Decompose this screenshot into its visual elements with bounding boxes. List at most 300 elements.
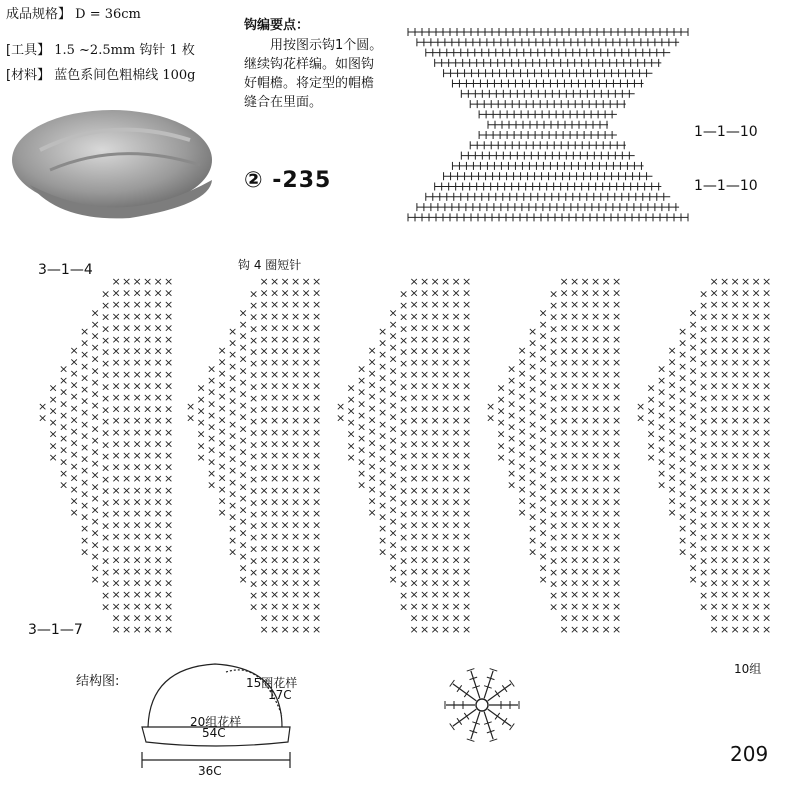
sc-stitch: × xyxy=(591,379,601,393)
sc-stitch: × xyxy=(751,483,761,497)
sc-stitch: × xyxy=(430,298,440,312)
sc-stitch: × xyxy=(132,402,142,416)
sc-stitch: × xyxy=(441,553,451,567)
sc-stitch: × xyxy=(409,275,419,288)
sc-stitch: × xyxy=(591,309,601,323)
sc-stitch: × xyxy=(409,333,419,346)
sc-stitch: × xyxy=(559,356,569,370)
sc-stitch: × xyxy=(399,449,409,463)
sc-stitch: × xyxy=(517,378,527,392)
sc-stitch: × xyxy=(378,464,388,478)
sc-stitch: × xyxy=(164,391,174,404)
sc-stitch: × xyxy=(291,367,301,381)
sc-stitch: × xyxy=(709,309,719,323)
sc-stitch: × xyxy=(580,309,590,323)
sc-stitch: × xyxy=(612,576,622,590)
sc-stitch: × xyxy=(280,321,290,335)
sc-stitch: × xyxy=(153,275,163,288)
sc-stitch: × xyxy=(709,483,719,497)
sc-stitch: × xyxy=(528,510,538,524)
sc-stitch: × xyxy=(80,325,90,338)
sc-stitch: × xyxy=(301,460,311,474)
sc-stitch: × xyxy=(80,441,90,454)
sc-stitch: × xyxy=(741,576,751,590)
sc-stitch: × xyxy=(132,483,142,497)
sc-stitch: × xyxy=(280,344,290,358)
sc-stitch: × xyxy=(90,549,100,563)
width-label: 36C xyxy=(198,764,222,778)
sc-stitch: × xyxy=(312,530,322,544)
sc-stitch: × xyxy=(591,518,601,532)
sc-stitch: × xyxy=(249,403,259,417)
sc-stitch: × xyxy=(688,375,698,389)
sc-stitch: × xyxy=(346,416,356,430)
sc-stitch: × xyxy=(730,507,740,520)
sc-stitch: × xyxy=(249,600,259,614)
sc-stitch: × xyxy=(280,541,290,555)
sc-stitch: × xyxy=(217,436,227,450)
sc-stitch: × xyxy=(399,403,409,417)
sc-stitch: × xyxy=(451,507,461,520)
sc-stitch: × xyxy=(399,426,409,440)
sc-stitch: × xyxy=(164,309,174,323)
sc-stitch: × xyxy=(409,507,419,520)
sc-stitch: × xyxy=(646,404,656,418)
sc-stitch: × xyxy=(570,449,580,462)
sc-stitch: × xyxy=(101,380,111,394)
sc-stitch: × xyxy=(507,408,517,422)
sc-stitch: × xyxy=(143,553,153,567)
sc-stitch: × xyxy=(196,427,206,441)
sc-stitch: × xyxy=(430,414,440,428)
sc-stitch: × xyxy=(430,483,440,497)
sc-stitch: × xyxy=(101,357,111,371)
sc-stitch: × xyxy=(312,565,322,578)
sc-stitch: × xyxy=(507,385,517,399)
sc-stitch: × xyxy=(420,553,430,567)
sc-stitch: × xyxy=(699,473,709,487)
sc-stitch: × xyxy=(591,449,601,462)
sc-stitch: × xyxy=(570,286,580,300)
sc-stitch: × xyxy=(357,362,367,376)
sc-stitch: × xyxy=(751,437,761,451)
sc-stitch: × xyxy=(164,472,174,486)
sc-stitch: × xyxy=(312,391,322,404)
sc-stitch: × xyxy=(730,588,740,602)
sc-stitch: × xyxy=(549,589,559,603)
sc-stitch: × xyxy=(270,611,280,625)
sc-stitch: × xyxy=(451,599,461,613)
sc-stitch: × xyxy=(751,275,761,288)
sc-stitch: × xyxy=(762,518,772,532)
sc-stitch: × xyxy=(699,322,709,336)
flower-motif xyxy=(445,669,519,742)
sc-stitch: × xyxy=(367,471,377,485)
sc-stitch: × xyxy=(101,299,111,313)
sc-stitch: × xyxy=(496,427,506,441)
sc-stitch: × xyxy=(101,496,111,510)
sc-stitch: × xyxy=(507,362,517,376)
sc-stitch: × xyxy=(549,461,559,475)
sc-stitch: × xyxy=(559,449,569,462)
sc-stitch: × xyxy=(186,400,196,413)
sc-stitch: × xyxy=(430,333,440,346)
sc-stitch: × xyxy=(538,573,548,587)
sc-stitch: × xyxy=(90,387,100,401)
sc-stitch: × xyxy=(496,439,506,453)
sc-stitch: × xyxy=(90,468,100,482)
sc-stitch: × xyxy=(259,599,269,613)
sc-stitch: × xyxy=(143,588,153,602)
sc-stitch: × xyxy=(48,416,58,430)
sc-stitch: × xyxy=(312,623,322,636)
sc-stitch: × xyxy=(399,496,409,510)
sc-stitch: × xyxy=(559,565,569,578)
sc-stitch: × xyxy=(441,495,451,509)
sc-stitch: × xyxy=(591,565,601,578)
sc-stitch: × xyxy=(122,541,132,555)
sc-stitch: × xyxy=(249,322,259,336)
sc-stitch: × xyxy=(601,367,611,381)
sc-stitch: × xyxy=(143,541,153,555)
sc-stitch: × xyxy=(312,344,322,358)
sc-stitch: × xyxy=(111,599,121,613)
sc-stitch: × xyxy=(270,333,280,346)
sc-stitch: × xyxy=(730,367,740,381)
sc-stitch: × xyxy=(559,391,569,404)
sc-stitch: × xyxy=(709,553,719,567)
sc-stitch: × xyxy=(388,375,398,389)
sc-stitch: × xyxy=(249,496,259,510)
sc-stitch: × xyxy=(122,286,132,300)
sc-stitch: × xyxy=(762,425,772,439)
sc-stitch: × xyxy=(517,494,527,508)
sc-stitch: × xyxy=(153,391,163,404)
sc-stitch: × xyxy=(367,494,377,508)
sc-stitch: × xyxy=(570,379,580,393)
sc-stitch: × xyxy=(612,599,622,613)
sc-stitch: × xyxy=(132,507,142,520)
sc-stitch: × xyxy=(730,356,740,370)
sc-stitch: × xyxy=(667,378,677,392)
sc-stitch: × xyxy=(249,589,259,603)
sc-stitch: × xyxy=(601,530,611,544)
sc-stitch: × xyxy=(496,404,506,418)
sc-stitch: × xyxy=(249,391,259,405)
sc-stitch: × xyxy=(570,425,580,439)
sc-stitch: × xyxy=(143,518,153,532)
sc-stitch: × xyxy=(59,362,69,376)
sc-stitch: × xyxy=(217,378,227,392)
sc-stitch: × xyxy=(48,381,58,395)
sc-stitch: × xyxy=(90,422,100,436)
sc-stitch: × xyxy=(122,565,132,578)
sc-stitch: × xyxy=(720,309,730,323)
flower-stitch xyxy=(464,713,469,719)
sc-stitch: × xyxy=(538,329,548,343)
sc-stitch: × xyxy=(111,425,121,439)
sc-stitch: × xyxy=(580,286,590,300)
sc-stitch: × xyxy=(430,275,440,288)
sc-stitch: × xyxy=(699,507,709,521)
sc-stitch: × xyxy=(90,352,100,366)
sc-stitch: × xyxy=(451,275,461,288)
flower-stitch xyxy=(467,669,475,671)
sc-stitch: × xyxy=(301,588,311,602)
page-number: 209 xyxy=(730,742,769,766)
sc-stitch: × xyxy=(462,333,472,346)
sc-stitch: × xyxy=(741,379,751,393)
sc-stitch: × xyxy=(559,402,569,416)
sc-stitch: × xyxy=(601,356,611,370)
sc-stitch: × xyxy=(730,449,740,462)
sc-stitch: × xyxy=(601,588,611,602)
sc-stitch: × xyxy=(580,275,590,288)
sc-stitch: × xyxy=(528,545,538,559)
sc-stitch: × xyxy=(667,436,677,450)
sc-stitch: × xyxy=(699,577,709,591)
sc-stitch: × xyxy=(570,367,580,381)
sc-stitch: × xyxy=(153,286,163,300)
sc-stitch: × xyxy=(451,495,461,509)
sc-stitch: × xyxy=(164,321,174,335)
sc-stitch: × xyxy=(90,317,100,331)
sc-stitch: × xyxy=(280,472,290,486)
sc-stitch: × xyxy=(80,394,90,408)
flower-stitch xyxy=(502,685,507,691)
sc-stitch: × xyxy=(101,600,111,614)
sc-stitch: × xyxy=(69,378,79,392)
sc-stitch: × xyxy=(580,530,590,544)
sc-stitch: × xyxy=(570,460,580,474)
sc-stitch: × xyxy=(346,392,356,406)
sc-stitch: × xyxy=(580,588,590,602)
sc-stitch: × xyxy=(762,356,772,370)
sc-stitch: × xyxy=(132,286,142,300)
flower-stitch xyxy=(490,669,498,671)
sc-stitch: × xyxy=(90,457,100,471)
sc-stitch: × xyxy=(420,391,430,404)
sc-stitch: × xyxy=(101,322,111,336)
sc-stitch: × xyxy=(259,518,269,532)
sc-stitch: × xyxy=(580,367,590,381)
sc-stitch: × xyxy=(496,392,506,406)
sc-stitch: × xyxy=(601,344,611,358)
sc-stitch: × xyxy=(122,402,132,416)
sc-stitch: × xyxy=(238,341,248,355)
sc-stitch: × xyxy=(228,533,238,547)
sc-stitch: × xyxy=(312,437,322,451)
sc-stitch: × xyxy=(280,553,290,567)
sc-stitch: × xyxy=(730,495,740,509)
sc-stitch: × xyxy=(228,441,238,454)
sc-stitch: × xyxy=(591,333,601,346)
sc-stitch: × xyxy=(196,450,206,464)
sc-stitch: × xyxy=(559,437,569,451)
sc-stitch: × xyxy=(228,522,238,536)
sc-stitch: × xyxy=(612,391,622,404)
sc-stitch: × xyxy=(612,437,622,451)
sc-stitch: × xyxy=(420,437,430,451)
sc-stitch: × xyxy=(570,599,580,613)
sc-stitch: × xyxy=(259,588,269,602)
sc-stitch: × xyxy=(528,522,538,536)
sc-stitch: × xyxy=(688,491,698,505)
sc-stitch: × xyxy=(720,367,730,381)
panel-label-top-left: 3—1—4 xyxy=(38,262,93,278)
sc-stitch: × xyxy=(741,495,751,509)
sc-stitch: × xyxy=(420,402,430,416)
sc-stitch: × xyxy=(291,437,301,451)
sc-stitch: × xyxy=(762,460,772,474)
sc-stitch: × xyxy=(280,611,290,625)
sc-stitch: × xyxy=(409,588,419,602)
sc-stitch: × xyxy=(196,416,206,430)
sc-stitch: × xyxy=(430,495,440,509)
sc-stitch: × xyxy=(430,588,440,602)
sc-stitch: × xyxy=(291,425,301,439)
sc-stitch: × xyxy=(312,321,322,335)
sc-stitch: × xyxy=(451,541,461,555)
structure-title: 结构图: xyxy=(76,674,120,689)
sc-stitch: × xyxy=(111,286,121,300)
sc-stitch: × xyxy=(762,588,772,602)
sc-stitch: × xyxy=(462,518,472,532)
sc-stitch: × xyxy=(420,321,430,335)
sc-stitch: × xyxy=(90,329,100,343)
sc-stitch: × xyxy=(420,286,430,300)
sc-stitch: × xyxy=(528,464,538,478)
sc-stitch: × xyxy=(69,401,79,415)
sc-stitch: × xyxy=(751,576,761,590)
sc-stitch: × xyxy=(270,402,280,416)
sc-stitch: × xyxy=(259,437,269,451)
sc-stitch: × xyxy=(580,344,590,358)
sc-stitch: × xyxy=(346,439,356,453)
sc-stitch: × xyxy=(420,599,430,613)
sc-stitch: × xyxy=(451,298,461,312)
sc-stitch: × xyxy=(601,309,611,323)
sc-stitch: × xyxy=(357,385,367,399)
sc-stitch: × xyxy=(132,518,142,532)
sc-stitch: × xyxy=(111,391,121,404)
sc-stitch: × xyxy=(143,402,153,416)
sc-stitch: × xyxy=(367,424,377,438)
sc-stitch: × xyxy=(101,554,111,568)
sc-stitch: × xyxy=(122,333,132,346)
sc-stitch: × xyxy=(291,414,301,428)
sc-stitch: × xyxy=(538,375,548,389)
sc-stitch: × xyxy=(122,611,132,625)
sc-stitch: × xyxy=(559,333,569,346)
sc-stitch: × xyxy=(312,599,322,613)
sc-stitch: × xyxy=(270,275,280,288)
sc-stitch: × xyxy=(430,576,440,590)
sc-stitch: × xyxy=(111,553,121,567)
sc-stitch: × xyxy=(280,507,290,520)
sc-stitch: × xyxy=(270,460,280,474)
sc-stitch: × xyxy=(549,542,559,556)
sc-stitch: × xyxy=(730,518,740,532)
sc-stitch: × xyxy=(451,460,461,474)
sc-stitch: × xyxy=(601,483,611,497)
sc-stitch: × xyxy=(399,345,409,359)
sc-stitch: × xyxy=(228,348,238,362)
sc-stitch: × xyxy=(122,425,132,439)
sc-stitch: × xyxy=(101,519,111,533)
sc-stitch: × xyxy=(312,356,322,370)
sc-stitch: × xyxy=(612,588,622,602)
sc-stitch: × xyxy=(238,410,248,424)
sc-stitch: × xyxy=(388,480,398,494)
sc-stitch: × xyxy=(388,549,398,563)
sc-stitch: × xyxy=(741,321,751,335)
sc-stitch: × xyxy=(153,414,163,428)
sc-stitch: × xyxy=(678,348,688,362)
sc-stitch: × xyxy=(153,541,163,555)
sc-stitch: × xyxy=(238,375,248,389)
sc-stitch: × xyxy=(601,321,611,335)
sc-stitch: × xyxy=(751,414,761,428)
sc-stitch: × xyxy=(462,541,472,555)
sc-stitch: × xyxy=(280,298,290,312)
sc-stitch: × xyxy=(207,362,217,376)
sc-stitch: × xyxy=(312,460,322,474)
sc-stitch: × xyxy=(678,522,688,536)
sc-stitch: × xyxy=(399,461,409,475)
sc-stitch: × xyxy=(312,402,322,416)
sc-stitch: × xyxy=(249,542,259,556)
sc-stitch: × xyxy=(388,364,398,378)
sc-stitch: × xyxy=(709,530,719,544)
sc-stitch: × xyxy=(462,623,472,636)
sc-stitch: × xyxy=(409,495,419,509)
sc-stitch: × xyxy=(153,553,163,567)
sc-stitch: × xyxy=(153,379,163,393)
sc-stitch: × xyxy=(549,299,559,313)
sc-stitch: × xyxy=(762,391,772,404)
sc-stitch: × xyxy=(153,588,163,602)
sc-stitch: × xyxy=(538,503,548,517)
sc-stitch: × xyxy=(111,437,121,451)
sc-stitch: × xyxy=(430,391,440,404)
sc-stitch: × xyxy=(90,526,100,540)
sc-stitch: × xyxy=(657,466,667,480)
sc-stitch: × xyxy=(709,286,719,300)
sc-stitch: × xyxy=(259,309,269,323)
sc-stitch: × xyxy=(517,355,527,369)
sc-stitch: × xyxy=(388,491,398,505)
sc-stitch: × xyxy=(580,518,590,532)
sc-stitch: × xyxy=(270,483,280,497)
sc-stitch: × xyxy=(153,518,163,532)
sc-stitch: × xyxy=(741,449,751,462)
sc-stitch: × xyxy=(441,414,451,428)
sc-stitch: × xyxy=(312,286,322,300)
sc-stitch: × xyxy=(259,286,269,300)
crown-panel xyxy=(486,275,621,636)
center-note: 钩 4 圈短针 xyxy=(238,258,302,272)
sc-stitch: × xyxy=(153,495,163,509)
sc-stitch: × xyxy=(601,472,611,486)
flower-stitch xyxy=(467,739,475,741)
sc-stitch: × xyxy=(388,341,398,355)
sc-stitch: × xyxy=(591,530,601,544)
sc-stitch: × xyxy=(143,472,153,486)
sc-stitch: × xyxy=(699,438,709,452)
sc-stitch: × xyxy=(409,623,419,636)
sc-stitch: × xyxy=(538,387,548,401)
